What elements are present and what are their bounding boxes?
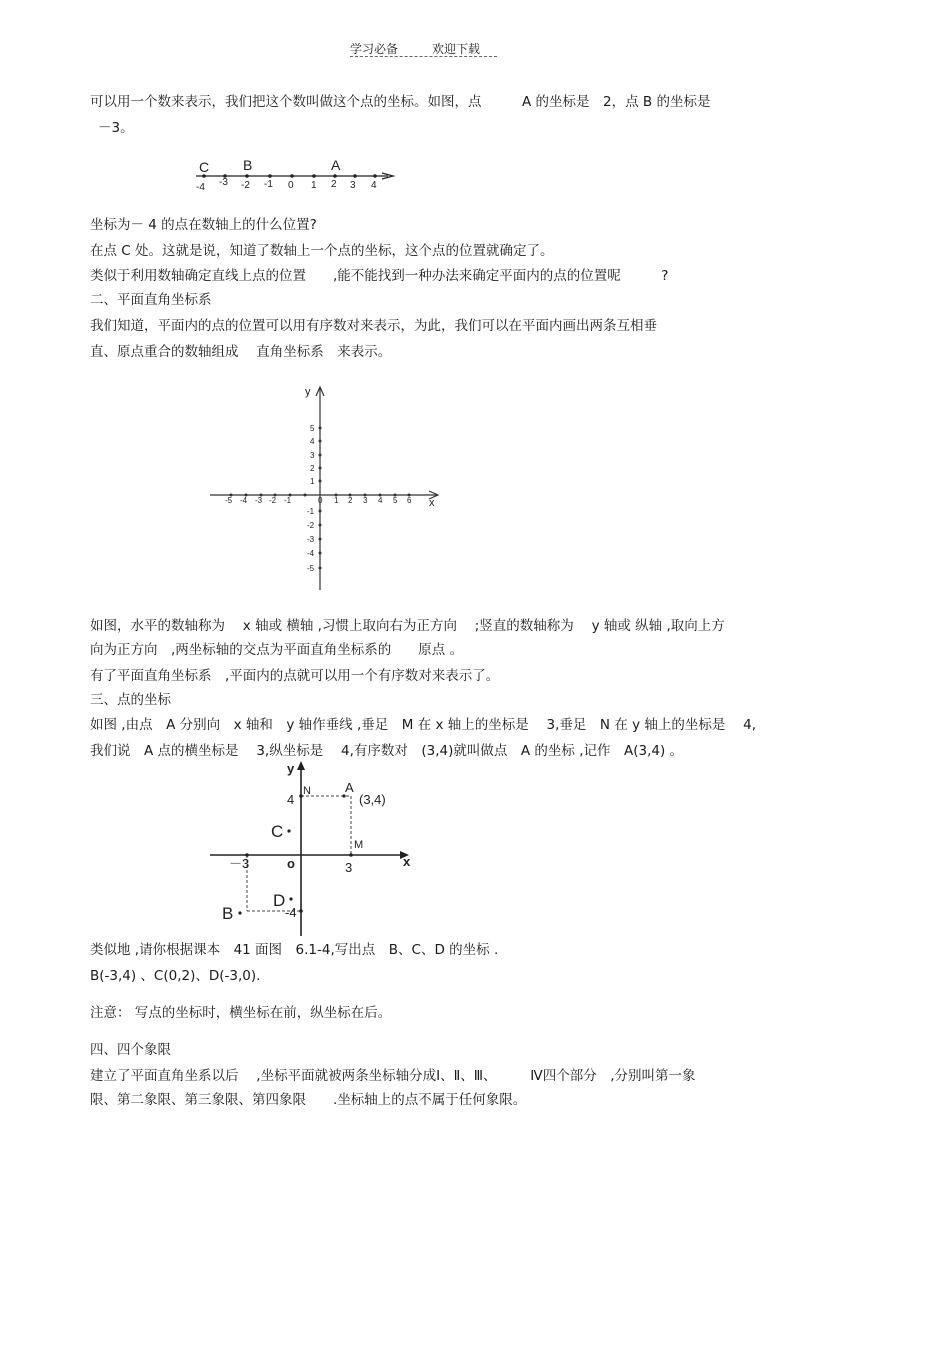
x-tick: 6	[407, 496, 412, 505]
text-line: 坐标为－ 4 的点在数轴上的什么位置?	[90, 217, 317, 233]
text-line: 如图，水平的数轴称为 x 轴或 横轴 ,习惯上取向右为正方向 ;竖直的数轴称为 y 轴或 纵轴 ,取向上方	[90, 618, 725, 634]
x-tick: 0	[318, 496, 323, 505]
section-heading: 二、平面直角坐标系	[90, 292, 212, 308]
header-left: 学习必备	[350, 42, 399, 56]
text-line: 建立了平面直角坐系以后 ,坐标平面就被两条坐标轴分成Ⅰ、Ⅱ、Ⅲ、 Ⅳ四个部分 ,分别叫第一象	[90, 1068, 696, 1084]
y-tick: -3	[307, 535, 315, 544]
tick-label: -2	[241, 180, 250, 191]
point-label-b: B	[243, 157, 253, 173]
x-axis-label: x	[403, 854, 411, 869]
x-tick: -3	[255, 496, 263, 505]
section-heading: 三、点的坐标	[90, 692, 171, 708]
x-tick: 1	[334, 496, 339, 505]
tick-label: -1	[264, 179, 273, 190]
point-d-dot	[289, 897, 292, 900]
text-line: 在点 C 处。这就是说，知道了数轴上一个点的坐标，这个点的位置就确定了。	[90, 243, 554, 259]
x-tick: -5	[225, 496, 233, 505]
header-right: 欢迎下载	[432, 42, 481, 56]
text-line: 向为正方向 ,两坐标轴的交点为平面直角坐标系的 原点 。	[90, 642, 464, 658]
y-label-4: 4	[287, 792, 295, 807]
y-tick: 3	[310, 451, 315, 460]
label-a-coord: (3,4)	[359, 792, 386, 807]
text-line: 可以用一个数来表示，我们把这个数叫做这个点的坐标。如图，点 A 的坐标是 2，点 B 的坐标是	[90, 94, 711, 110]
y-tick: 4	[310, 437, 315, 446]
number-line-figure	[190, 150, 410, 195]
y-axis-label: y	[287, 761, 295, 776]
y-tick: -4	[307, 549, 315, 558]
point-coordinates-figure	[205, 758, 425, 938]
label-n: N	[303, 785, 311, 797]
x-tick: -1	[284, 496, 292, 505]
label-c: C	[271, 822, 284, 841]
y-tick: 5	[310, 424, 315, 433]
x-axis-label: x	[429, 497, 435, 509]
x-tick: 4	[378, 496, 383, 505]
text-line: 类似于利用数轴确定直线上点的位置 ,能不能找到一种办法来确定平面内的点的位置呢 ?	[90, 268, 669, 284]
text-line: B(-3,4) 、C(0,2)、D(-3,0).	[90, 968, 261, 984]
text-line: 有了平面直角坐标系 ,平面内的点就可以用一个有序数对来表示了。	[90, 668, 500, 684]
point-label-a: A	[331, 157, 341, 173]
text-line: 直、原点重合的数轴组成 直角坐标系 来表示。	[90, 344, 392, 360]
tick-label: 0	[288, 180, 294, 191]
x-label-3: 3	[345, 860, 353, 875]
label-d: D	[273, 891, 286, 910]
tick-label: 3	[350, 180, 356, 191]
y-tick: 1	[310, 477, 315, 486]
text-line: 如图 ,由点 A 分别向 x 轴和 y 轴作垂线 ,垂足 M 在 x 轴上的坐标是 3,垂足 N 在 y 轴上的坐标是 4,	[90, 717, 757, 733]
x-tick: 5	[393, 496, 398, 505]
text-line: 我们说 A 点的横坐标是 3,纵坐标是 4,有序数对 (3,4)就叫做点 A 的坐标 ,记作 A(3,4) 。	[90, 743, 684, 759]
tick-label: 1	[311, 180, 317, 191]
y-tick: 2	[310, 464, 315, 473]
tick-label: 2	[331, 179, 337, 190]
x-tick: 3	[363, 496, 368, 505]
y-tick: -5	[307, 564, 315, 573]
coordinate-plane-figure	[205, 380, 450, 595]
point-label-c: C	[199, 159, 210, 175]
y-axis-arrow	[297, 761, 305, 770]
x-label-minus3: －3	[229, 856, 250, 871]
point-b-dot	[238, 911, 241, 914]
y-tick: -1	[307, 507, 315, 516]
label-a: A	[345, 780, 354, 795]
y-label-minus4: -4	[285, 905, 297, 920]
text-line: 我们知道，平面内的点的位置可以用有序数对来表示，为此，我们可以在平面内画出两条互相垂	[90, 318, 657, 334]
origin-label: o	[287, 856, 295, 871]
text-line: 限、第二象限、第三象限、第四象限 .坐标轴上的点不属于任何象限。	[90, 1092, 527, 1108]
point-c-dot	[287, 829, 290, 832]
section-heading: 四、四个象限	[90, 1042, 171, 1058]
header-underline	[350, 56, 497, 57]
label-m: M	[354, 839, 364, 851]
y-tick: -2	[307, 521, 315, 530]
y-axis-label: y	[305, 386, 311, 398]
note-line: 注意： 写点的坐标时，横坐标在前，纵坐标在后。	[90, 1005, 392, 1021]
x-tick: -4	[240, 496, 248, 505]
tick-label: 4	[371, 180, 377, 191]
text-line: 类似地 ,请你根据课本 41 面图 6.1-4,写出点 B、C、D 的坐标 .	[90, 942, 499, 958]
tick-label: -3	[219, 177, 228, 188]
label-b: B	[222, 904, 234, 923]
page-header	[350, 40, 480, 57]
x-tick: -2	[269, 496, 277, 505]
text-line: －3。	[98, 120, 134, 136]
tick-label: -4	[196, 182, 205, 193]
x-tick: 2	[348, 496, 353, 505]
